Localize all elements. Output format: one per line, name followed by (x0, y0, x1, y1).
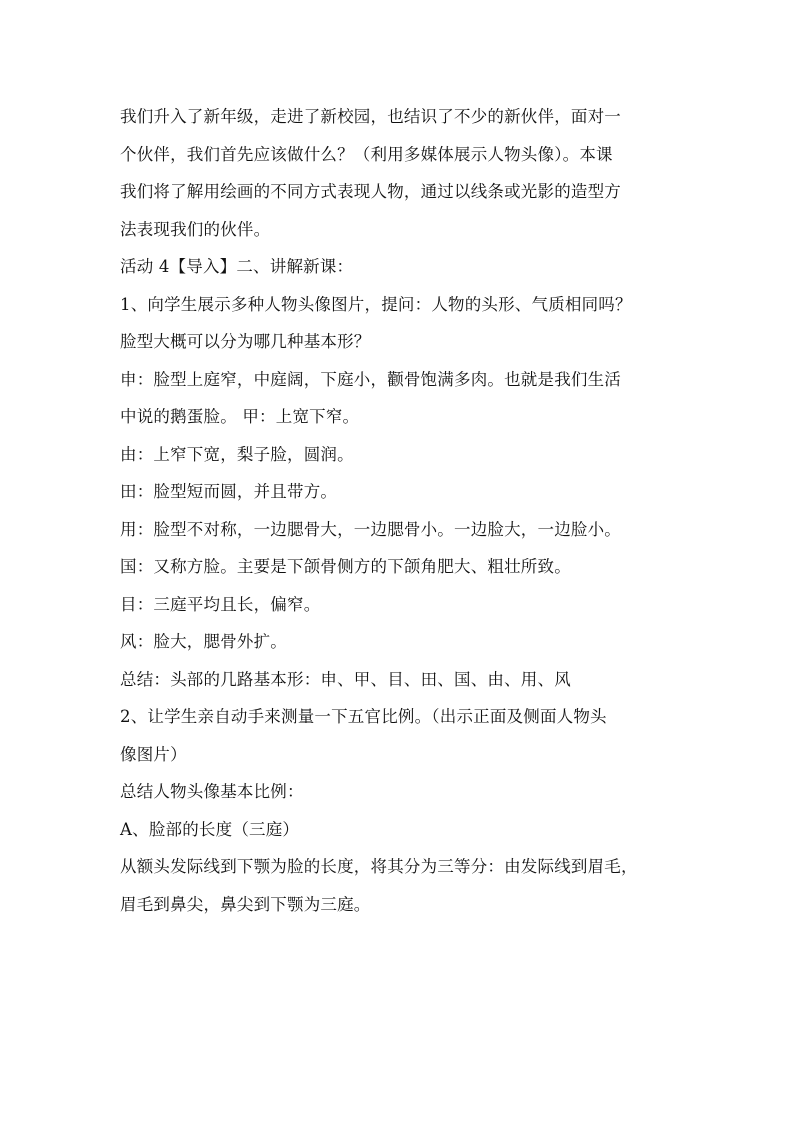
text-line: 从额头发际线到下颚为脸的长度，将其分为三等分：由发际线到眉毛， (120, 857, 638, 876)
text-line: 风：脸大，腮骨外扩。 (120, 632, 287, 651)
text-line: 我们升入了新年级，走进了新校园，也结识了不少的新伙伴，面对一 (120, 107, 621, 126)
text-line: 田：脸型短而圆，并且带方。 (120, 482, 338, 501)
text-line: 个伙伴，我们首先应该做什么？（利用多媒体展示人物头像）。本课 (120, 144, 613, 164)
section-heading: 活动 4【导入】二、讲解新课： (120, 257, 354, 276)
text-line: 申：脸型上庭窄，中庭阔，下庭小，颧骨饱满多肉。也就是我们生活 (120, 369, 621, 389)
text-line: 像图片） (120, 744, 187, 764)
text-line: 由：上窄下宽，梨子脸，圆润。 (120, 444, 354, 464)
text-line: 脸型大概可以分为哪几种基本形？ (120, 332, 371, 351)
text-line: 国：又称方脸。主要是下颌骨侧方的下颌角肥大、粗壮所致。 (120, 557, 571, 576)
text-line: 目：三庭平均且长，偏窄。 (120, 594, 321, 614)
text-line: 1、向学生展示多种人物头像图片，提问：人物的头形、气质相同吗？ (120, 294, 632, 314)
text-line: 法表现我们的伙伴。 (120, 219, 271, 239)
text-line: 总结人物头像基本比例： (120, 782, 304, 801)
text-line: 中说的鹅蛋脸。 甲：上宽下窄。 (120, 407, 360, 426)
text-line: 总结：头部的几路基本形：申、甲、目、田、国、由、用、风 (120, 669, 571, 689)
text-line: A、脸部的长度（三庭） (120, 819, 300, 839)
text-line: 用：脸型不对称，一边腮骨大，一边腮骨小。一边脸大，一边脸小。 (120, 519, 621, 539)
text-line: 2、让学生亲自动手来测量一下五官比例。（出示正面及侧面人物头 (120, 707, 607, 726)
text-line: 眉毛到鼻尖，鼻尖到下颚为三庭。 (120, 894, 371, 914)
document-body (120, 98, 676, 923)
text-line: 我们将了解用绘画的不同方式表现人物，通过以线条或光影的造型方 (120, 182, 621, 201)
